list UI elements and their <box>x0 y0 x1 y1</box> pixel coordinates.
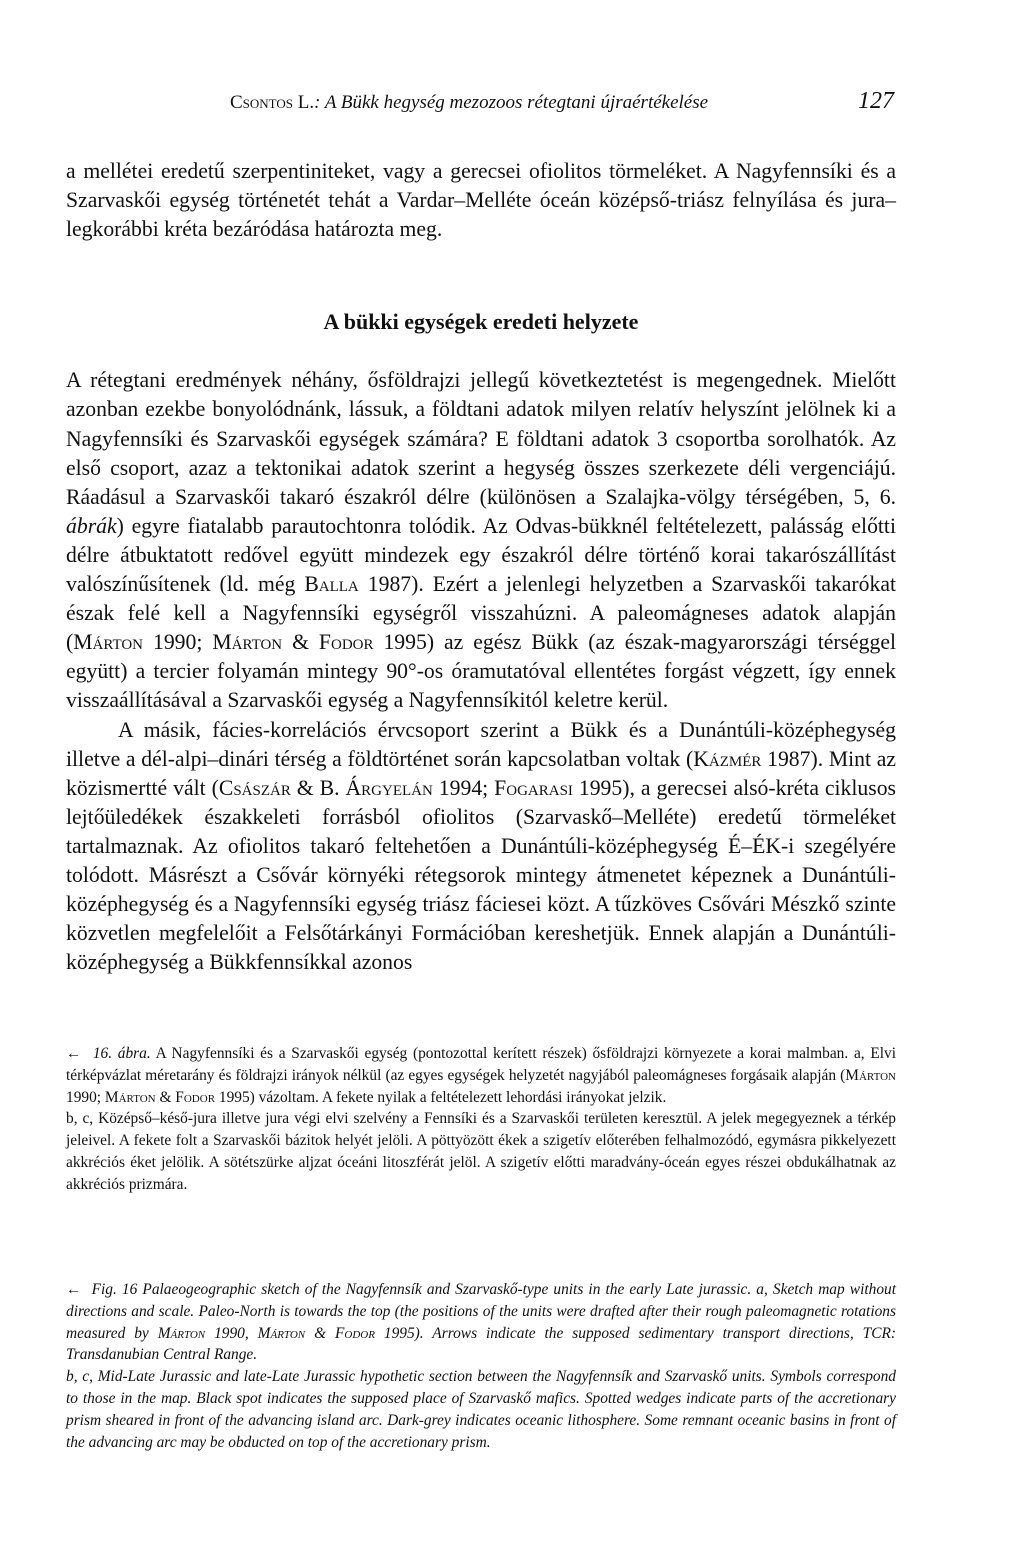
figure-caption-hungarian <box>66 1043 896 1196</box>
citation-author: Balla <box>304 572 359 597</box>
citation-author: Kázmér <box>693 746 762 771</box>
citation-author: Császár <box>218 775 291 800</box>
paragraph-2: A rétegtani eredmények néhány, ősföldrajzi jellegű következtetést is megengednek. Mielőtt azonban ezekbe bonyolódnánk, lássuk, a földtani adatok milyen relatív helyszínt jelölnek ki a Nagyfennsíki és Szarvaskői egységek számára? E földtani adatok 3 csoportba sorolhatók. Az első csoport, azaz a tektonikai adatok szerint a hegység összes szerkezete déli vergenciájú. Ráadásul a Szarvaskői takaró északról délre (különösen a Szalajka-völgy térségében, 5, 6. ábrák) egyre fiatalabb parautochtonra tolódik. Az Odvas-bükknél feltételezett, palásság előtti délre átbuktatott redővel együtt mindezek egy északról délre történő korai takarószállítást valószínűsítenek (ld. még Balla 1987). Ezért a jelenlegi helyzetben a Szarvaskői takarókat észak felé kell a Nagyfennsíki egységről visszahúzni. A paleomágneses adatok alapján (Márton 1990; Márton & Fodor 1995) az egész Bükk (az észak-magyarországi térséggel együtt) a tercier folyamán mintegy 90°-os óramutatóval ellentétes forgást végzett, így ennek visszaállításával a Szarvaskői egység a Nagyfennsíkitól keletre kerül. <box>66 368 897 713</box>
running-head-author: Csontos L. <box>230 92 315 113</box>
citation-author: Fogarasi <box>494 775 573 800</box>
left-arrow-icon: ← <box>66 1281 82 1298</box>
caption-hu-paragraph-2: b, c, Középső–késő-jura illetve jura végi elvi szelvény a Fennsíki és a Szarvaskői területen keresztül. A jelek megegyeznek a térkép jeleivel. A fekete folt a Szarvaskői bázitok helyét jelöli. A pöttyözött ékek a szigetív előterében felhalmozódó, egymásra pikkelyezett akkréciós éket jelölik. A sötétszürke aljzat óceáni litoszférát jelöl. A szigetív előtti maradvány-óceán egyes részei obdukálhatnak az akkréciós prizmára. <box>66 1110 896 1193</box>
caption-hu-paragraph-1: ← 16. ábra. A Nagyfennsíki és a Szarvaskői egység (pontozottal kerített részek) ősföldrajzi környezete a korai malmban. a, Elvi térképvázlat méretarány és földrajzi irányok nélkül (az egyes egységek helyzetét nagyjából paleomágneses forgásaik alapján (Márton 1990; Márton & Fodor 1995) vázoltam. A fekete nyilak a feltételezett lehordási irányokat jelzik. <box>66 1045 896 1106</box>
figure-caption-english <box>66 1279 896 1453</box>
figure-label: 16. ábra. <box>92 1045 151 1062</box>
running-head-title: : A Bükk hegység mezozoos rétegtani újraértékelése <box>314 92 709 113</box>
paragraph-3: A másik, fácies-korrelációs érvcsoport szerint a Bükk és a Dunántúli-középhegység illetve a dél-alpi–dinári térség a földtörténet során kapcsolatban voltak (Kázmér 1987). Mint az közismertté vált (Császár & B. Árgyelán 1994; Fogarasi 1995), a gerecsei alsó-kréta ciklusos lejtőüledékek északkeleti forrásból ofiolitos (Szarvaskő–Melléte) eredetű törmeléket tartalmaznak. Az ofiolitos takaró feltehetően a Dunántúli-középhegység É–ÉK-i szegélyére tolódott. Másrészt a Csővár környéki rétegsorok mintegy átmenetet képeznek a Dunántúli-középhegység és a Nagyfennsíki egység triász fáciesei közt. A tűzköves Csővári Mészkő szinte közvetlen megfelelőit a Felsőtárkányi Formációban kereshetjük. Ennek alapján a Dunántúli-középhegység a Bükkfennsíkkal azonos <box>66 717 896 975</box>
running-head <box>230 92 810 114</box>
citation-author: Márton <box>73 630 144 655</box>
section-title: A bükki egységek eredeti helyzete <box>323 309 639 335</box>
caption-en-paragraph-1: ← Fig. 16 Palaeogeographic sketch of the Nagyfennsík and Szarvaskő-type units in the early Late jurassic. a, Sketch map without directions and scale. Paleo-North is towards the top (the positions of the units were drafted after their rough paleomagnetic rotations measured by Márton 1990, Márton & Fodor 1995). Arrows indicate the supposed sedimentary transport directions, TCR: Transdanubian Central Range. <box>66 1281 897 1364</box>
paragraph-1: a mellétei eredetű szerpentiniteket, vagy a gerecsei ofiolitos törmeléket. A Nagyfennsíki és a Szarvaskői egység történetét tehát a Vardar–Melléte óceán középső-triász felnyílása és jura–legkorábbi kréta bezáródása határozta meg. <box>66 159 896 242</box>
body-text <box>66 157 896 977</box>
citation-author: Márton <box>212 630 283 655</box>
left-arrow-icon: ← <box>66 1045 82 1062</box>
page-number: 127 <box>858 88 894 114</box>
citation-author: Árgyelán <box>345 775 433 800</box>
citation-author: Fodor <box>318 630 374 655</box>
caption-en-paragraph-2: b, c, Mid-Late Jurassic and late-Late Jurassic hypothetic section between the Nagyfennsík and Szarvaskő units. Symbols correspond to those in the map. Black spot indicates the supposed place of Szarvaskő mafics. Spotted wedges indicate parts of the accretionary prism sheared in front of the advancing island arc. Dark-grey indicates oceanic lithosphere. Some remnant oceanic basins in front of the advancing arc may be obducted on top of the accretionary prism. <box>66 1368 896 1451</box>
